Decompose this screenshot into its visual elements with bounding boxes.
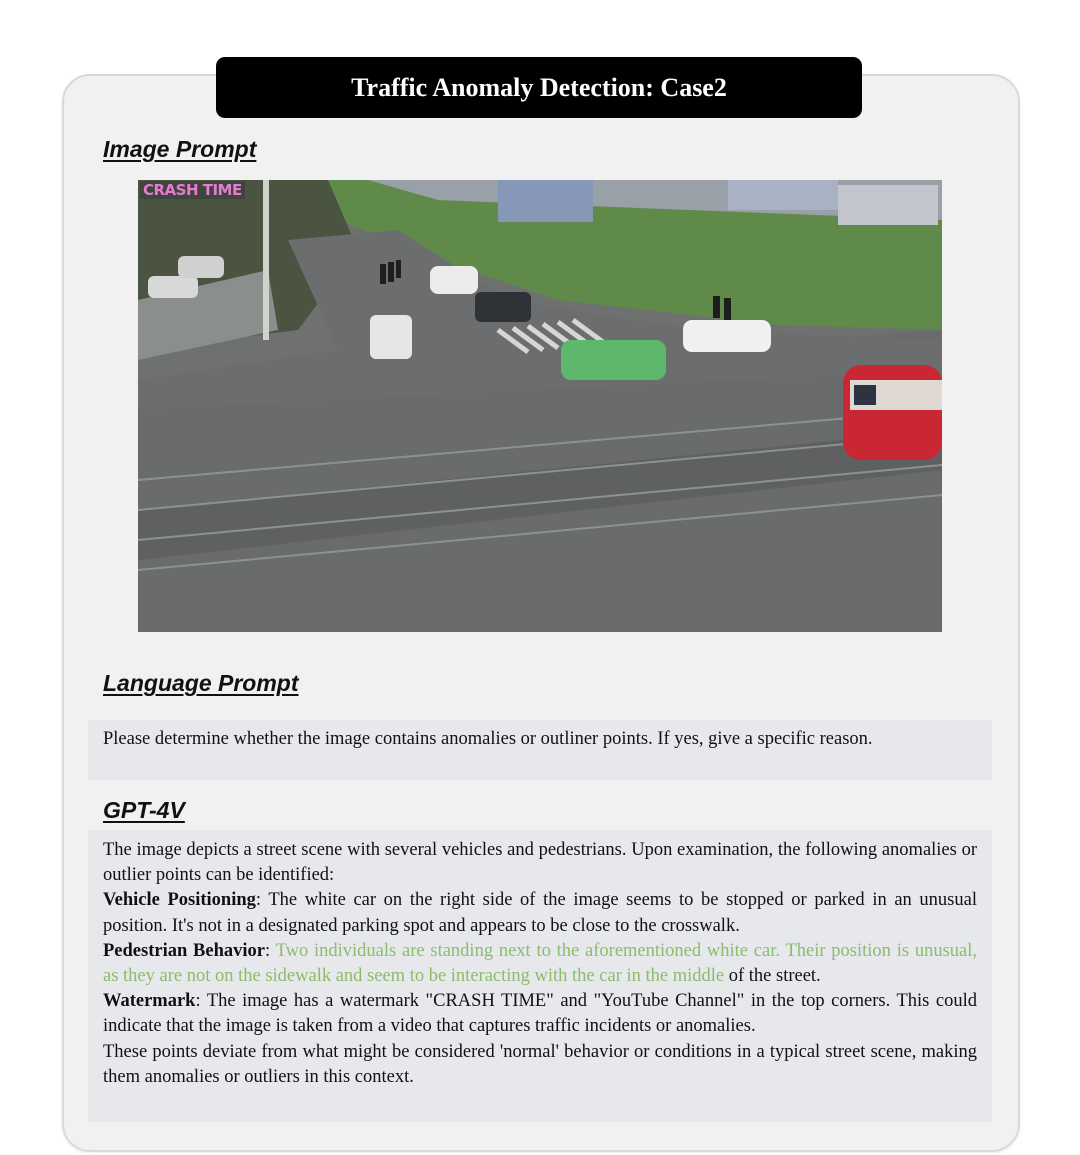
image-prompt-heading: Image Prompt: [103, 136, 257, 162]
answer-pedestrian: [103, 939, 977, 989]
traffic-scene-image: [138, 180, 942, 632]
language-prompt-heading: Language Prompt: [103, 670, 299, 696]
vehicle-label: Vehicle Positioning: [103, 890, 256, 911]
vehicle-text: : The white car on the right side of the image seems to be stopped or parked in an unusual position. It's not in a designated parking spot and appears to be close to the crosswalk.: [103, 890, 977, 936]
pedestrian-rest: of the street.: [724, 966, 821, 987]
watermark-label: Watermark: [103, 991, 196, 1012]
pedestrian-label: Pedestrian Behavior: [103, 940, 265, 961]
language-prompt-text: Please determine whether the image contains anomalies or outliner points. If yes, give a specific reason.: [103, 729, 873, 749]
answer-watermark: [103, 989, 977, 1039]
crash-time-watermark: CRASH TIME: [140, 181, 245, 199]
case-title: Traffic Anomaly Detection: Case2: [216, 57, 862, 118]
answer-intro: The image depicts a street scene with several vehicles and pedestrians. Upon examination, the following anomalies or outlier points can be identified:: [103, 840, 977, 886]
answer-vehicle: [103, 888, 977, 938]
pedestrian-highlight: Two individuals are standing next to the aforementioned white car. Their position is unusual, as they are not on the sidewalk and seem to be interacting with the car in the middle: [103, 940, 977, 987]
pedestrian-colon: :: [265, 940, 276, 961]
traffic-scene-drawing: [138, 180, 942, 632]
watermark-text: : The image has a watermark "CRASH TIME" and "YouTube Channel" in the top corners. This could indicate that the image is taken from a video that captures traffic incidents or anomalies.: [103, 991, 977, 1037]
gpt-heading: GPT-4V: [103, 797, 185, 823]
gpt-answer-box: [88, 830, 992, 1122]
language-prompt-box: [88, 720, 992, 780]
answer-conclusion: These points deviate from what might be considered 'normal' behavior or conditions in a typical street scene, making them anomalies or outliers in this context.: [103, 1041, 977, 1087]
